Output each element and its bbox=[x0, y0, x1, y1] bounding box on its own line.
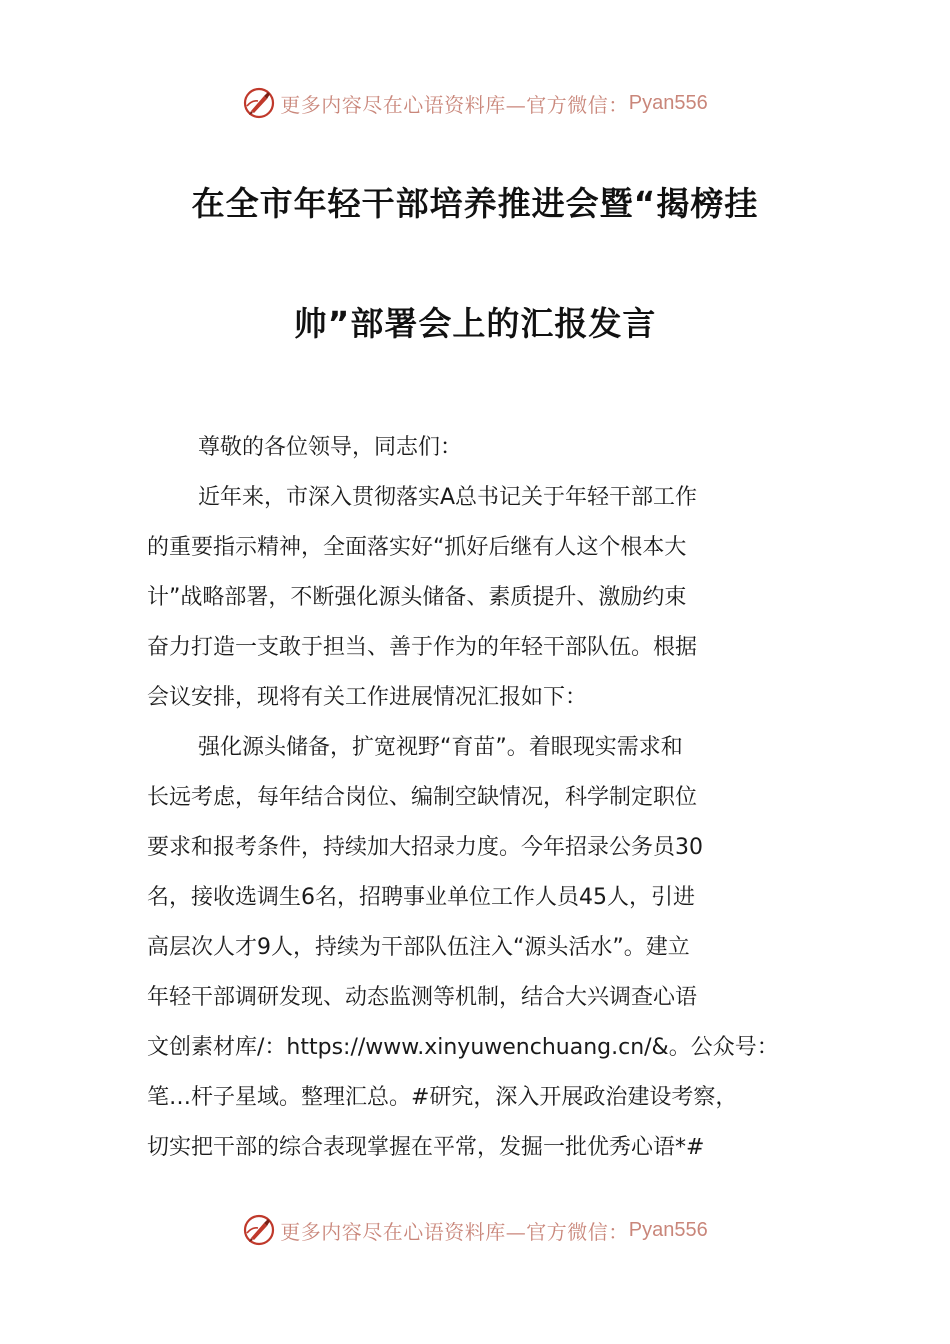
body-line: 强化源头储备，扩宽视野“育苗”。着眼现实需求和 bbox=[198, 735, 683, 760]
body-line: 奋力打造一支敢于担当、善于作为的年轻干部队伍。根据 bbox=[147, 635, 698, 660]
body-line: 文创素材库/：https://www.xinyuwenchuang.cn/&。公众号： bbox=[147, 1035, 779, 1060]
document-title-line-1: 在全市年轻干部培养推进会暨“揭榜挂 bbox=[191, 184, 759, 223]
watermark-wechat-id: Pyan556 bbox=[628, 91, 708, 114]
watermark-banner-top bbox=[0, 83, 950, 123]
document-title-line-2: 帅”部署会上的汇报发言 bbox=[293, 304, 657, 343]
body-line: 笔…杆子星域。整理汇总。#研究，深入开展政治建设考察， bbox=[147, 1085, 738, 1110]
body-line: 名，接收选调生6名，招聘事业单位工作人员45人，引进 bbox=[147, 885, 695, 910]
watermark-text: 更多内容尽在心语资料库—官方微信： bbox=[280, 1219, 629, 1244]
body-line: 计”战略部署，不断强化源头储备、素质提升、激励约束 bbox=[147, 585, 687, 610]
watermark-banner-bottom bbox=[0, 1210, 950, 1250]
body-line: 切实把干部的综合表现掌握在平常，发掘一批优秀心语*# bbox=[147, 1135, 705, 1160]
pen-logo-icon bbox=[242, 1213, 276, 1247]
body-line: 高层次人才9人，持续为干部队伍注入“源头活水”。建立 bbox=[147, 935, 690, 960]
watermark-text: 更多内容尽在心语资料库—官方微信： bbox=[280, 92, 629, 117]
pen-logo-icon bbox=[242, 86, 276, 120]
body-line: 要求和报考条件，持续加大招录力度。今年招录公务员30 bbox=[147, 835, 703, 860]
body-line: 年轻干部调研发现、动态监测等机制，结合大兴调查心语 bbox=[147, 985, 698, 1010]
watermark-wechat-id: Pyan556 bbox=[628, 1218, 708, 1241]
body-line: 会议安排，现将有关工作进展情况汇报如下： bbox=[147, 685, 588, 710]
salutation: 尊敬的各位领导，同志们： bbox=[198, 435, 463, 460]
body-line: 近年来，市深入贯彻落实A总书记关于年轻干部工作 bbox=[198, 485, 698, 510]
body-line: 长远考虑，每年结合岗位、编制空缺情况，科学制定职位 bbox=[147, 785, 698, 810]
body-line: 的重要指示精神，全面落实好“抓好后继有人这个根本大 bbox=[147, 535, 687, 560]
